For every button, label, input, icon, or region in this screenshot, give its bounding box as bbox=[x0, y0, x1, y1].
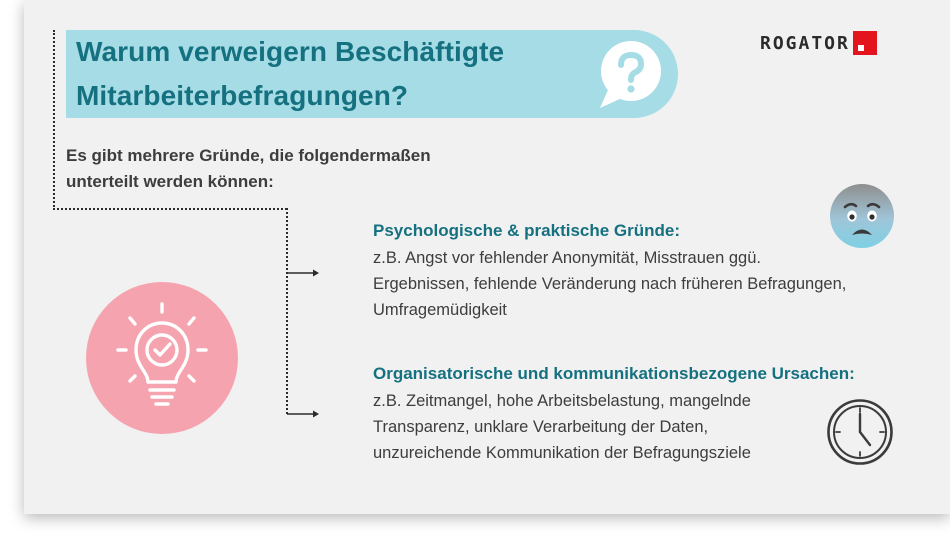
connector-line-vertical-left bbox=[53, 30, 55, 210]
arrow-right-icon bbox=[287, 409, 321, 419]
section-line: Transparenz, unklare Verarbeitung der Daten, bbox=[373, 418, 709, 436]
section-body-organizational bbox=[373, 388, 751, 466]
logo-text: ROGATOR bbox=[760, 32, 850, 54]
clock-icon bbox=[825, 397, 895, 467]
lightbulb-circle bbox=[86, 282, 238, 434]
section-line: unzureichende Kommunikation der Befragungsziele bbox=[373, 444, 751, 462]
section-body-psychological bbox=[373, 245, 846, 323]
arrow-right-icon bbox=[287, 268, 321, 278]
intro-line-1: Es gibt mehrere Gründe, die folgendermaßen bbox=[66, 146, 431, 165]
title-line-1: Warum verweigern Beschäftigte bbox=[76, 36, 505, 67]
section-line: z.B. Angst vor fehlender Anonymität, Misstrauen ggü. bbox=[373, 249, 761, 267]
page-title bbox=[76, 30, 596, 118]
intro-text bbox=[66, 143, 506, 195]
logo-mark bbox=[853, 31, 877, 55]
section-line: Umfragemüdigkeit bbox=[373, 301, 507, 319]
connector-line-vertical-right bbox=[286, 208, 288, 414]
section-line: z.B. Zeitmangel, hohe Arbeitsbelastung, mangelnde bbox=[373, 392, 751, 410]
section-title-psychological: Psychologische & praktische Gründe: bbox=[373, 221, 681, 240]
sad-face-icon bbox=[828, 182, 896, 250]
intro-line-2: unterteilt werden können: bbox=[66, 172, 274, 191]
lightbulb-check-icon bbox=[86, 282, 238, 434]
title-line-2: Mitarbeiterbefragungen? bbox=[76, 80, 409, 111]
section-line: Ergebnissen, fehlende Veränderung nach früheren Befragungen, bbox=[373, 275, 847, 293]
question-bubble-icon bbox=[594, 38, 666, 110]
rogator-logo bbox=[760, 31, 877, 55]
connector-line-horizontal bbox=[53, 208, 287, 210]
section-title-organizational: Organisatorische und kommunikationsbezogene Ursachen: bbox=[373, 364, 855, 383]
